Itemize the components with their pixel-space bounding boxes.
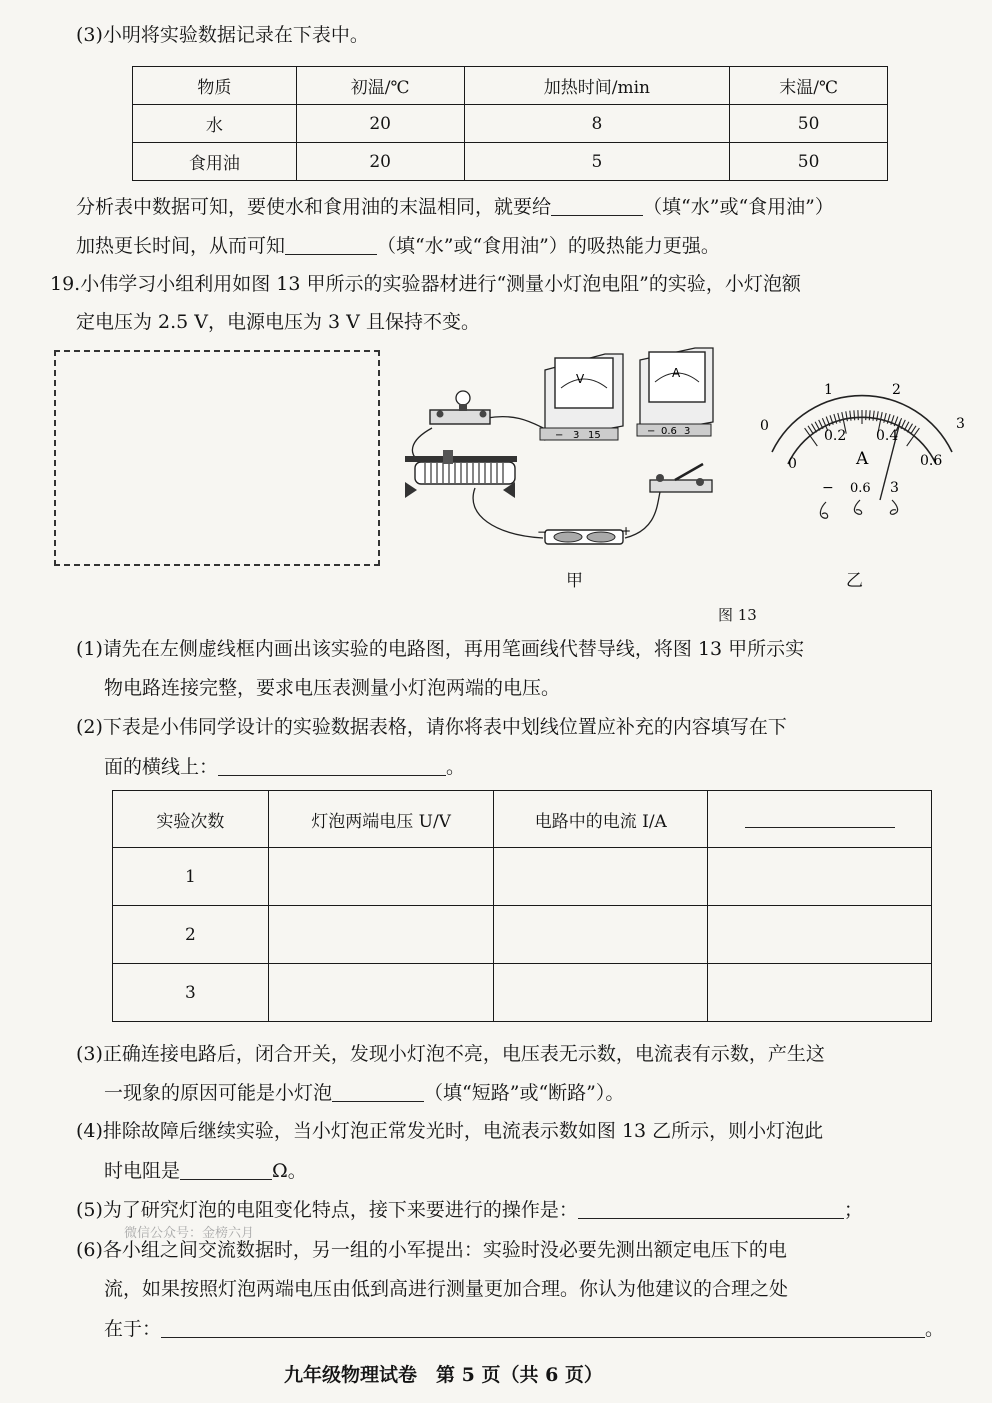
q19-stem-line2: 定电压为 2.5 V，电源电压为 3 V 且保持不变。 [76, 311, 480, 333]
answer-blank[interactable] [180, 1161, 272, 1180]
ammeter-terminal-label: − [647, 426, 656, 437]
q19-part2-text: 。 [446, 756, 466, 778]
q19-part4-line2 [104, 1161, 307, 1181]
table-header-row [113, 791, 932, 848]
table-cell[interactable] [268, 906, 494, 964]
table-header-cell: 灯泡两端电压 U/V [268, 791, 494, 848]
table-cell[interactable] [268, 848, 494, 906]
dial-tick [877, 411, 879, 421]
figure-sub-caption-jia: 甲 [566, 571, 583, 591]
q19-part5-text: (5)为了研究灯泡的电阻变化特点，接下来要进行的操作是： [76, 1199, 578, 1221]
q19-part6-line2: 流，如果按照灯泡两端电压由低到高进行测量更加合理。你认为他建议的合理之处 [104, 1278, 789, 1300]
dial-lower-label: 0.2 [824, 428, 847, 444]
voltmeter [540, 354, 623, 441]
switch [650, 464, 712, 492]
table-cell: 5 [464, 143, 730, 181]
q19-part4-line1: (4)排除故障后继续实验，当小灯泡正常发光时，电流表示数如图 13 乙所示，则小灯泡此 [76, 1120, 824, 1142]
q18-3-intro: (3)小明将实验数据记录在下表中。 [76, 24, 369, 46]
q18-analysis-text: （填“水”或“食用油”）的吸热能力更强。 [377, 235, 720, 257]
dial-tick [873, 411, 874, 421]
answer-blank[interactable] [578, 1200, 844, 1219]
q19-part3-line1: (3)正确连接电路后，闭合开关，发现小灯泡不亮，电压表无示数，电流表有示数，产生这 [76, 1043, 825, 1065]
q19-part6-line1: (6)各小组之间交流数据时，另一组的小军提出：实验时没必要先测出额定电压下的电 [76, 1239, 787, 1261]
table-header-cell: 末温/℃ [730, 67, 888, 105]
dial-upper-label: 0 [760, 418, 769, 434]
answer-blank[interactable] [285, 236, 377, 255]
dial-lower-label: 0.6 [920, 453, 943, 469]
q19-stem-line1: 19.小伟学习小组利用如图 13 甲所示的实验器材进行“测量小灯泡电阻”的实验，小灯泡额 [50, 273, 801, 295]
ammeter [637, 348, 713, 437]
q18-analysis-text: 分析表中数据可知，要使水和食用油的末温相同，就要给 [76, 196, 552, 218]
figure-13-jia [395, 340, 740, 550]
voltmeter-label: V [576, 372, 585, 386]
lamp-board [430, 391, 490, 424]
q19-part4-text: Ω。 [272, 1160, 307, 1182]
voltmeter-terminal-label: 3 [573, 430, 580, 441]
dial-terminal-label: 0.6 [850, 481, 871, 496]
answer-blank[interactable] [745, 809, 895, 828]
q19-part5 [76, 1200, 863, 1220]
dial-tick [846, 411, 848, 421]
answer-blank[interactable] [332, 1083, 424, 1102]
dial-lower-label: 0.4 [876, 428, 899, 444]
watermark: 微信公众号：金榜六月 [124, 1226, 255, 1241]
q19-part3-text: （填“短路”或“断路”）。 [424, 1082, 625, 1104]
dial-terminal-label: 3 [890, 480, 899, 496]
dial-tick [850, 411, 851, 421]
q18-analysis-text: 加热更长时间，从而可知 [76, 235, 286, 257]
table-cell[interactable] [708, 848, 932, 906]
dial-tick [869, 410, 870, 420]
table-header-blank-cell[interactable] [708, 791, 932, 848]
table-cell: 50 [730, 105, 888, 143]
table-cell[interactable] [494, 848, 708, 906]
q19-part6-text: 。 [925, 1318, 945, 1340]
table-cell: 50 [730, 143, 888, 181]
figure-caption: 图 13 [718, 606, 757, 624]
q18-data-table [132, 66, 888, 181]
table-header-cell: 加热时间/min [464, 67, 730, 105]
q19-part6-text: 在于： [104, 1318, 162, 1340]
table-cell[interactable] [268, 964, 494, 1022]
q18-analysis-line2 [76, 236, 720, 256]
ammeter-terminal-label: 0.6 [661, 426, 677, 437]
dial-tick [911, 426, 916, 434]
table-row [113, 848, 932, 906]
q19-data-table [112, 790, 932, 1022]
q19-part1-line1: (1)请先在左侧虚线框内画出该实验的电路图，再用笔画线代替导线，将图 13 甲所示实 [76, 638, 805, 660]
ammeter-label: A [672, 366, 681, 380]
q19-part3-line2 [104, 1083, 624, 1103]
dial-upper-label: 2 [892, 382, 901, 398]
table-cell[interactable] [494, 906, 708, 964]
dial-tick [854, 410, 855, 420]
page-footer: 九年级物理试卷 第 5 页（共 6 页） [284, 1364, 603, 1386]
table-header-row [133, 67, 888, 105]
dial-upper-label: 3 [956, 416, 965, 432]
battery-plus-label: + [621, 524, 632, 538]
dial-terminal-label: − [822, 480, 834, 496]
figure-13-yi-dial [752, 372, 972, 537]
q19-part5-text: ； [843, 1199, 863, 1221]
table-header-cell: 电路中的电流 I/A [494, 791, 708, 848]
table-cell: 食用油 [133, 143, 297, 181]
answer-blank[interactable] [161, 1319, 925, 1338]
dial-tick [812, 424, 817, 433]
table-row [133, 143, 888, 181]
q19-part2-text: 面的横线上： [104, 756, 219, 778]
table-cell: 1 [113, 848, 269, 906]
table-cell: 2 [113, 906, 269, 964]
q19-part2-line1: (2)下表是小伟同学设计的实验数据表格，请你将表中划线位置应补充的内容填写在下 [76, 716, 787, 738]
table-header-cell: 物质 [133, 67, 297, 105]
bulb-icon [456, 391, 470, 405]
dial-tick [904, 422, 909, 431]
q18-analysis-line1 [76, 197, 834, 217]
answer-blank[interactable] [551, 197, 643, 216]
dial-lower-label: 0 [788, 456, 797, 472]
q19-part2-line2 [104, 757, 465, 777]
voltmeter-terminal-label: − [555, 430, 564, 441]
voltmeter-terminal-label: 15 [588, 430, 601, 441]
dial-tick [907, 424, 912, 433]
circuit-drawing-box[interactable] [54, 350, 380, 566]
table-cell[interactable] [708, 906, 932, 964]
table-cell[interactable] [494, 964, 708, 1022]
battery-minus-label: − [537, 525, 548, 539]
dial-tick [808, 426, 813, 434]
q18-analysis-text: （填“水”或“食用油”） [643, 196, 834, 218]
table-cell[interactable] [708, 964, 932, 1022]
figure-sub-caption-yi: 乙 [846, 571, 863, 591]
dial-terminal-coils [820, 500, 897, 518]
answer-blank[interactable] [218, 757, 446, 776]
table-header-cell: 实验次数 [113, 791, 269, 848]
table-header-cell: 初温/℃ [296, 67, 464, 105]
q19-part1-line2: 物电路连接完整，要求电压表测量小灯泡两端的电压。 [104, 677, 561, 699]
dial-upper-label: 1 [824, 382, 833, 398]
table-cell: 水 [133, 105, 297, 143]
q19-part3-text: 一现象的原因可能是小灯泡 [104, 1082, 333, 1104]
table-row [113, 964, 932, 1022]
table-row [133, 105, 888, 143]
table-cell: 20 [296, 105, 464, 143]
battery-pack [537, 524, 631, 544]
ammeter-terminal-label: 3 [684, 426, 691, 437]
q19-part4-text: 时电阻是 [104, 1160, 181, 1182]
rheostat [405, 450, 517, 498]
q19-part6-line3 [104, 1319, 944, 1339]
table-cell: 8 [464, 105, 730, 143]
dial-tick [815, 422, 820, 431]
dial-unit-label: A [856, 449, 869, 469]
table-cell: 20 [296, 143, 464, 181]
table-row [113, 906, 932, 964]
table-cell: 3 [113, 964, 269, 1022]
